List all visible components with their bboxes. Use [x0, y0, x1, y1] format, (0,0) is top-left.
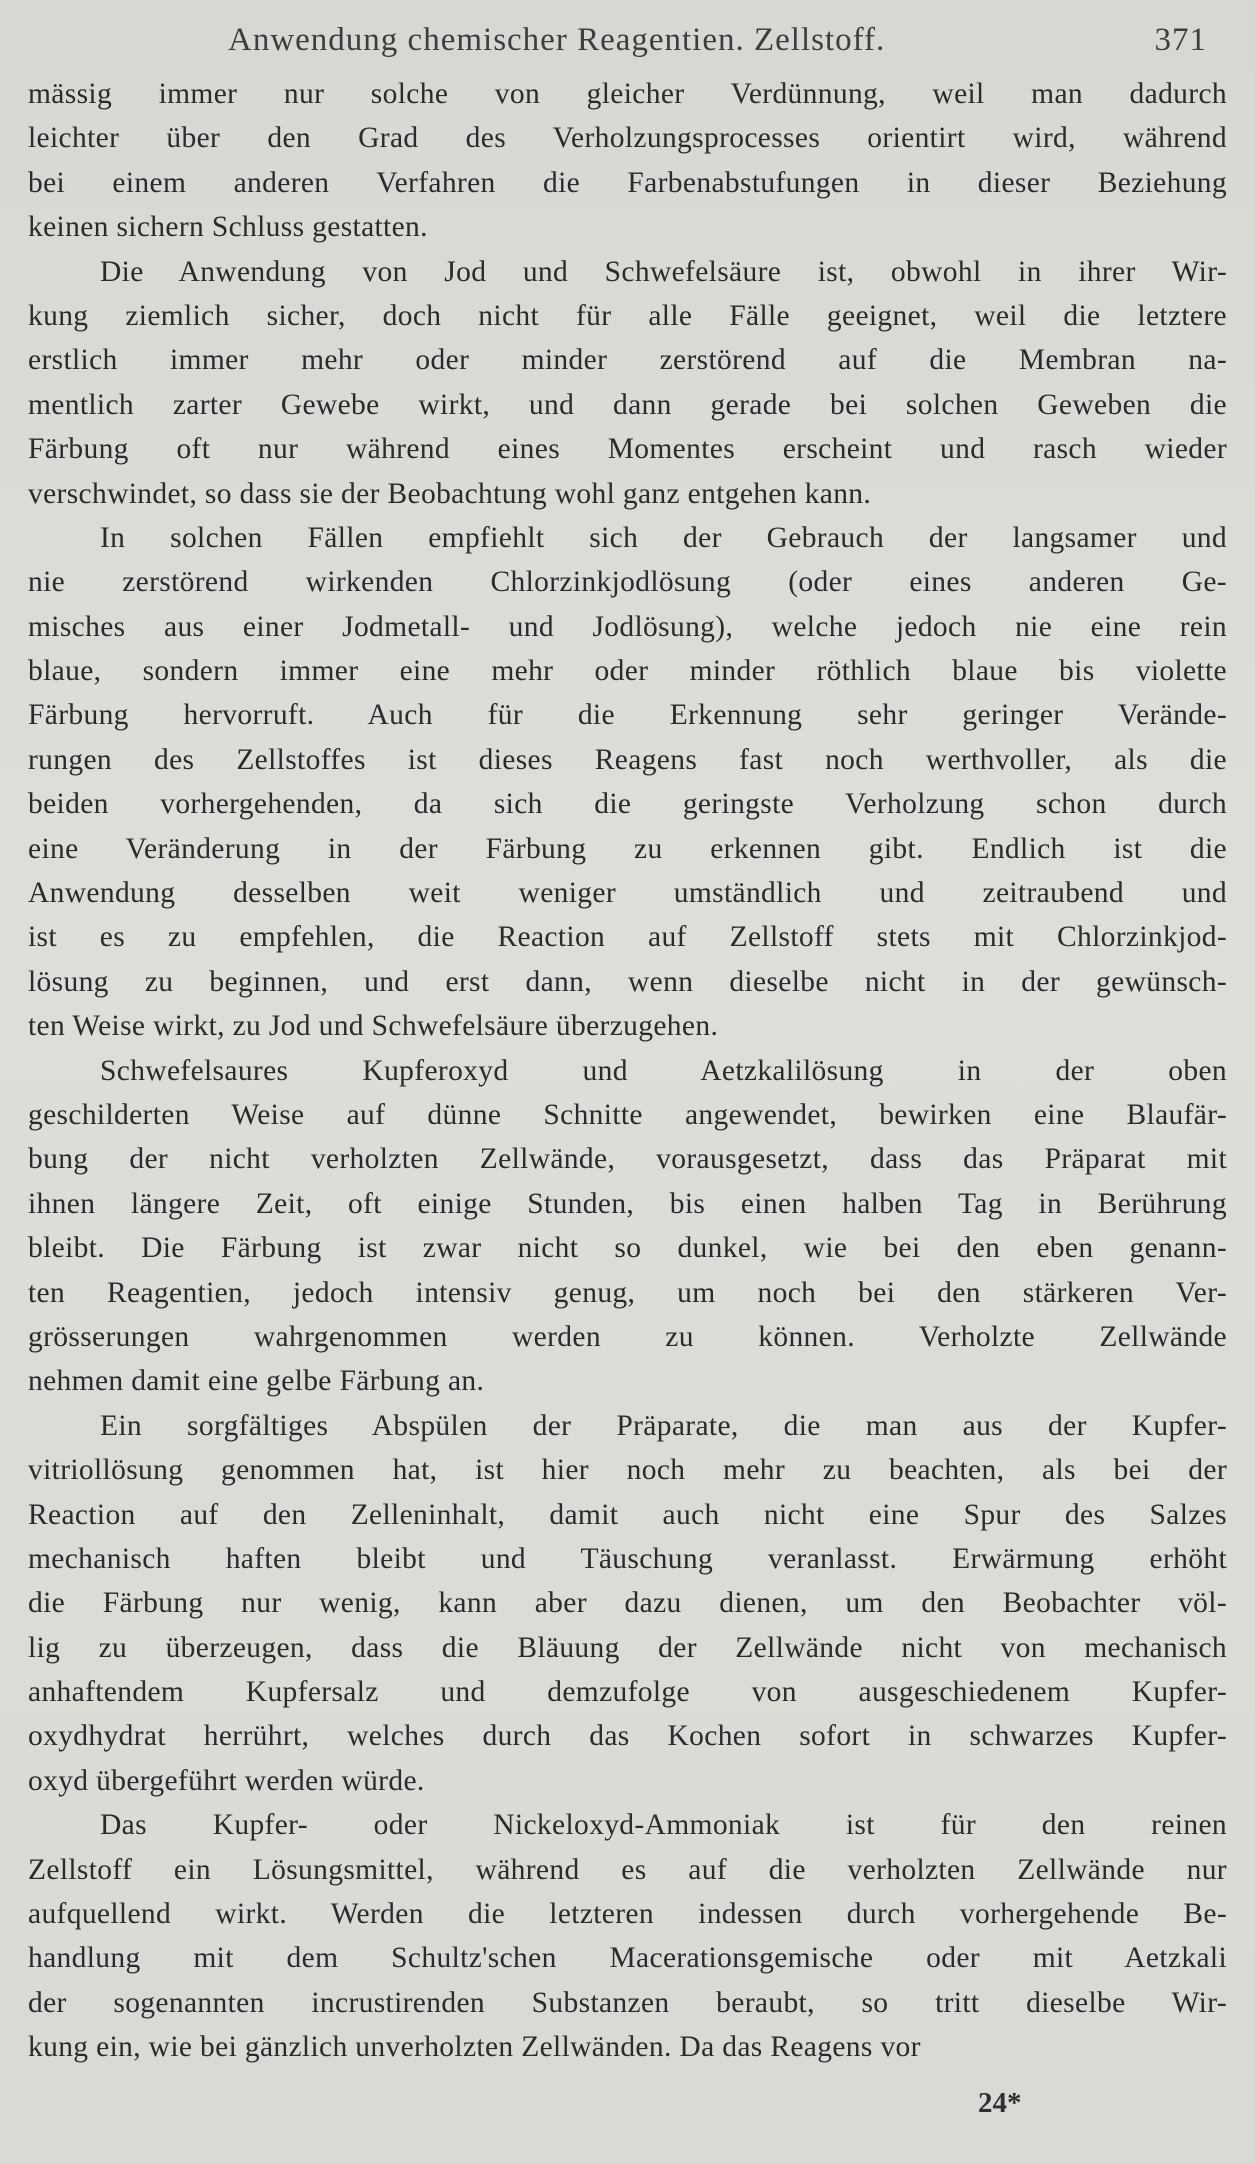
paragraph	[28, 1404, 1227, 1804]
text-line: anhaftendem Kupfersalz und demzufolge von ausgeschiedenem Kupfer-	[28, 1676, 1227, 1709]
running-head	[28, 22, 1227, 68]
body-text	[28, 72, 1227, 2070]
paragraph	[28, 1049, 1227, 1404]
text-line: In solchen Fällen empfiehlt sich der Gebrauch der langsamer und	[100, 521, 1227, 554]
text-line: leichter über den Grad des Verholzungsprocesses orientirt wird, während	[28, 122, 1227, 155]
text-line: lösung zu beginnen, und erst dann, wenn dieselbe nicht in der gewünsch-	[28, 965, 1227, 998]
text-line: erstlich immer mehr oder minder zerstörend auf die Membran na-	[28, 344, 1227, 377]
text-line: oxyd übergeführt werden würde.	[28, 1764, 425, 1797]
text-line: vitriollösung genommen hat, ist hier noch mehr zu beachten, als bei der	[28, 1454, 1227, 1487]
text-line: Zellstoff ein Lösungsmittel, während es auf die verholzten Zellwände nur	[28, 1853, 1227, 1886]
page-number: 371	[1154, 22, 1207, 58]
text-line: verschwindet, so dass sie der Beobachtung wohl ganz entgehen kann.	[28, 477, 872, 510]
text-line: blaue, sondern immer eine mehr oder minder röthlich blaue bis violette	[28, 655, 1227, 688]
text-line: eine Veränderung in der Färbung zu erkennen gibt. Endlich ist die	[28, 832, 1227, 865]
text-line: Anwendung desselben weit weniger umständlich und zeitraubend und	[28, 877, 1227, 910]
text-line: bung der nicht verholzten Zellwände, vorausgesetzt, dass das Präparat mit	[28, 1143, 1227, 1176]
paragraph	[28, 1803, 1227, 2069]
text-line: der sogenannten incrustirenden Substanzen beraubt, so tritt dieselbe Wir-	[28, 1986, 1227, 2019]
text-line: bei einem anderen Verfahren die Farbenabstufungen in dieser Beziehung	[28, 166, 1227, 199]
text-line: ihnen längere Zeit, oft einige Stunden, bis einen halben Tag in Berührung	[28, 1187, 1227, 1220]
text-line: Färbung oft nur während eines Momentes erscheint und rasch wieder	[28, 433, 1227, 466]
text-line: die Färbung nur wenig, kann aber dazu dienen, um den Beobachter völ-	[28, 1587, 1227, 1620]
text-line: Färbung hervorruft. Auch für die Erkennung sehr geringer Verände-	[28, 699, 1227, 732]
text-line: Reaction auf den Zelleninhalt, damit auch nicht eine Spur des Salzes	[28, 1498, 1227, 1531]
text-line: oxydhydrat herrührt, welches durch das Kochen sofort in schwarzes Kupfer-	[28, 1720, 1227, 1753]
text-line: Ein sorgfältiges Abspülen der Präparate, die man aus der Kupfer-	[100, 1409, 1227, 1442]
signature-mark: 24*	[978, 2087, 1022, 2119]
text-line: beiden vorhergehenden, da sich die geringste Verholzung schon durch	[28, 788, 1227, 821]
text-line: Schwefelsaures Kupferoxyd und Aetzkalilösung in der oben	[100, 1054, 1227, 1087]
text-line: ten Weise wirkt, zu Jod und Schwefelsäure überzugehen.	[28, 1010, 719, 1043]
text-line: mechanisch haften bleibt und Täuschung veranlasst. Erwärmung erhöht	[28, 1542, 1227, 1575]
text-line: aufquellend wirkt. Werden die letzteren indessen durch vorhergehende Be-	[28, 1898, 1227, 1931]
text-line: kung ein, wie bei gänzlich unverholzten Zellwänden. Da das Reagens vor	[28, 2031, 921, 2064]
paragraph	[28, 516, 1227, 1049]
text-line: handlung mit dem Schultz'schen Macerationsgemische oder mit Aetzkali	[28, 1942, 1227, 1975]
text-line: rungen des Zellstoffes ist dieses Reagens fast noch werthvoller, als die	[28, 743, 1227, 776]
running-title: Anwendung chemischer Reagentien. Zellstoff.	[228, 22, 886, 58]
text-line: Das Kupfer- oder Nickeloxyd-Ammoniak ist für den reinen	[100, 1809, 1227, 1842]
text-line: keinen sichern Schluss gestatten.	[28, 211, 428, 244]
text-line: bleibt. Die Färbung ist zwar nicht so dunkel, wie bei den eben genann-	[28, 1232, 1227, 1265]
paragraph	[28, 72, 1227, 250]
text-line: geschilderten Weise auf dünne Schnitte angewendet, bewirken eine Blaufär-	[28, 1098, 1227, 1131]
text-line: nehmen damit eine gelbe Färbung an.	[28, 1365, 485, 1398]
text-line: Die Anwendung von Jod und Schwefelsäure ist, obwohl in ihrer Wir-	[100, 255, 1227, 288]
text-line: grösserungen wahrgenommen werden zu können. Verholzte Zellwände	[28, 1320, 1227, 1353]
text-line: lig zu überzeugen, dass die Bläuung der Zellwände nicht von mechanisch	[28, 1631, 1227, 1664]
paragraph	[28, 250, 1227, 516]
text-line: nie zerstörend wirkenden Chlorzinkjodlösung (oder eines anderen Ge-	[28, 566, 1227, 599]
text-line: kung ziemlich sicher, doch nicht für alle Fälle geeignet, weil die letztere	[28, 299, 1227, 332]
text-line: ten Reagentien, jedoch intensiv genug, um noch bei den stärkeren Ver-	[28, 1276, 1227, 1309]
text-line: misches aus einer Jodmetall- und Jodlösung), welche jedoch nie eine rein	[28, 610, 1227, 643]
text-line: mässig immer nur solche von gleicher Verdünnung, weil man dadurch	[28, 78, 1227, 110]
text-line: mentlich zarter Gewebe wirkt, und dann gerade bei solchen Geweben die	[28, 388, 1227, 421]
text-line: ist es zu empfehlen, die Reaction auf Zellstoff stets mit Chlorzinkjod-	[28, 921, 1227, 954]
